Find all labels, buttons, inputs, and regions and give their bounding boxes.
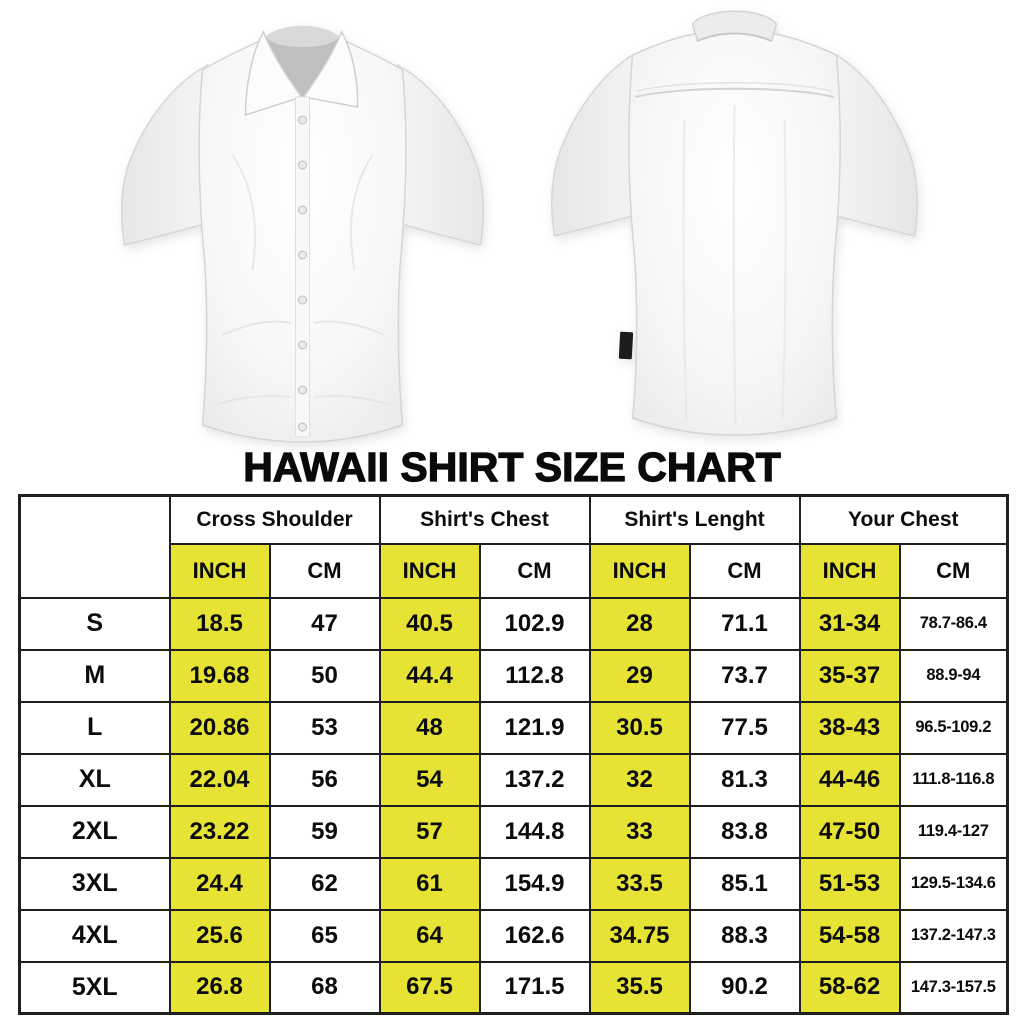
cm-value-cell: 144.8	[480, 806, 590, 858]
cm-value-cell: 56	[270, 754, 380, 806]
size-table-head	[20, 496, 1008, 598]
cm-value-cell: 71.1	[690, 598, 800, 650]
size-label: 4XL	[20, 910, 170, 962]
cm-value-cell: 47	[270, 598, 380, 650]
inch-value-cell: 25.6	[170, 910, 270, 962]
cm-value-cell: 129.5-134.6	[900, 858, 1008, 910]
size-chart-table	[18, 494, 1009, 1015]
size-row	[20, 962, 1008, 1014]
size-row	[20, 702, 1008, 754]
inch-value-cell: 61	[380, 858, 480, 910]
cm-value-cell: 119.4-127	[900, 806, 1008, 858]
inch-value-cell: 29	[590, 650, 690, 702]
cm-value-cell: 73.7	[690, 650, 800, 702]
cm-value-cell: 111.8-116.8	[900, 754, 1008, 806]
inch-value-cell: 57	[380, 806, 480, 858]
group-header-cross-shoulder: Cross Shoulder	[170, 496, 380, 544]
cm-value-cell: 83.8	[690, 806, 800, 858]
inch-value-cell: 33.5	[590, 858, 690, 910]
group-header-your-chest: Your Chest	[800, 496, 1008, 544]
inch-value-cell: 20.86	[170, 702, 270, 754]
inch-header: INCH	[590, 544, 690, 598]
cm-value-cell: 137.2	[480, 754, 590, 806]
cm-value-cell: 53	[270, 702, 380, 754]
group-header-row	[20, 496, 1008, 544]
cm-value-cell: 147.3-157.5	[900, 962, 1008, 1014]
cm-value-cell: 62	[270, 858, 380, 910]
inch-value-cell: 23.22	[170, 806, 270, 858]
cm-value-cell: 96.5-109.2	[900, 702, 1008, 754]
size-row	[20, 754, 1008, 806]
cm-header: CM	[480, 544, 590, 598]
cm-value-cell: 68	[270, 962, 380, 1014]
cm-value-cell: 90.2	[690, 962, 800, 1014]
size-label: 3XL	[20, 858, 170, 910]
size-row	[20, 598, 1008, 650]
inch-value-cell: 34.75	[590, 910, 690, 962]
inch-value-cell: 44-46	[800, 754, 900, 806]
inch-value-cell: 51-53	[800, 858, 900, 910]
size-row	[20, 806, 1008, 858]
cm-value-cell: 77.5	[690, 702, 800, 754]
inch-value-cell: 38-43	[800, 702, 900, 754]
size-label: XL	[20, 754, 170, 806]
cm-value-cell: 88.3	[690, 910, 800, 962]
cm-value-cell: 81.3	[690, 754, 800, 806]
cm-value-cell: 88.9-94	[900, 650, 1008, 702]
inch-value-cell: 32	[590, 754, 690, 806]
cm-value-cell: 171.5	[480, 962, 590, 1014]
cm-value-cell: 59	[270, 806, 380, 858]
inch-value-cell: 33	[590, 806, 690, 858]
inch-header: INCH	[380, 544, 480, 598]
size-table-body	[20, 598, 1008, 1014]
inch-value-cell: 54-58	[800, 910, 900, 962]
inch-value-cell: 28	[590, 598, 690, 650]
cm-value-cell: 112.8	[480, 650, 590, 702]
back-shirt-image	[532, 0, 937, 445]
cm-value-cell: 50	[270, 650, 380, 702]
corner-cell	[20, 496, 170, 598]
inch-value-cell: 19.68	[170, 650, 270, 702]
cm-value-cell: 162.6	[480, 910, 590, 962]
inch-value-cell: 67.5	[380, 962, 480, 1014]
cm-value-cell: 154.9	[480, 858, 590, 910]
size-label: S	[20, 598, 170, 650]
shirt-tag	[619, 332, 633, 360]
front-shirt-graphic	[100, 5, 505, 450]
group-header-shirts-chest: Shirt's Chest	[380, 496, 590, 544]
cm-value-cell: 65	[270, 910, 380, 962]
size-label: L	[20, 702, 170, 754]
cm-header: CM	[690, 544, 800, 598]
back-shirt-graphic	[532, 0, 937, 445]
inch-header: INCH	[170, 544, 270, 598]
cm-value-cell: 78.7-86.4	[900, 598, 1008, 650]
inch-value-cell: 58-62	[800, 962, 900, 1014]
cm-value-cell: 137.2-147.3	[900, 910, 1008, 962]
inch-value-cell: 26.8	[170, 962, 270, 1014]
inch-value-cell: 35-37	[800, 650, 900, 702]
cm-value-cell: 102.9	[480, 598, 590, 650]
size-row	[20, 858, 1008, 910]
size-chart-container	[18, 494, 1006, 1015]
size-row	[20, 650, 1008, 702]
cm-value-cell: 121.9	[480, 702, 590, 754]
size-label: M	[20, 650, 170, 702]
inch-value-cell: 48	[380, 702, 480, 754]
cm-header: CM	[270, 544, 380, 598]
inch-value-cell: 24.4	[170, 858, 270, 910]
inch-value-cell: 54	[380, 754, 480, 806]
size-row	[20, 910, 1008, 962]
size-label: 2XL	[20, 806, 170, 858]
inch-value-cell: 40.5	[380, 598, 480, 650]
inch-value-cell: 31-34	[800, 598, 900, 650]
inch-value-cell: 18.5	[170, 598, 270, 650]
inch-value-cell: 44.4	[380, 650, 480, 702]
cm-header: CM	[900, 544, 1008, 598]
inch-value-cell: 22.04	[170, 754, 270, 806]
inch-value-cell: 30.5	[590, 702, 690, 754]
group-header-shirts-lenght: Shirt's Lenght	[590, 496, 800, 544]
inch-value-cell: 64	[380, 910, 480, 962]
inch-value-cell: 47-50	[800, 806, 900, 858]
front-shirt-image	[100, 5, 505, 450]
inch-header: INCH	[800, 544, 900, 598]
inch-value-cell: 35.5	[590, 962, 690, 1014]
cm-value-cell: 85.1	[690, 858, 800, 910]
page-title: HAWAII SHIRT SIZE CHART	[243, 444, 781, 490]
size-label: 5XL	[20, 962, 170, 1014]
